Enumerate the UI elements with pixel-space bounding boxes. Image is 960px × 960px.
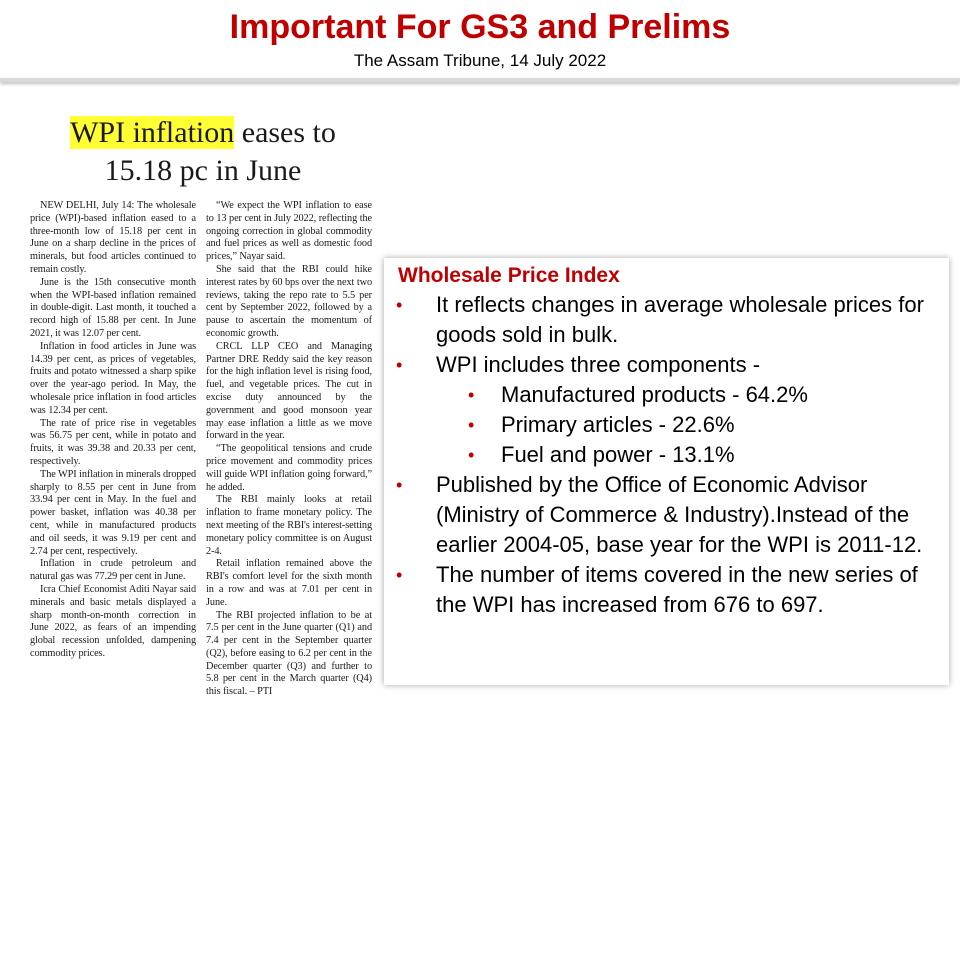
note-subtext: Fuel and power - 13.1% bbox=[501, 442, 735, 467]
article-paragraph: The RBI mainly looks at retail inflation to frame monetary policy. The next meeting of the RBI's interest-setting monetary policy committee is on August 2-4. bbox=[206, 494, 372, 557]
article-paragraph: “We expect the WPI inflation to ease to 13 per cent in July 2022, reflecting the ongoing correction in global commodity and fuel prices as well as domestic food prices,” Nayar said. bbox=[206, 200, 372, 263]
note-item bbox=[384, 350, 949, 380]
headline-highlight: WPI inflation bbox=[70, 116, 235, 149]
article-paragraph: CRCL LLP CEO and Managing Partner DRE Reddy said the key reason for the high inflation level is rising food, fuel, and vegetable prices. The cut in excise duty announced by the government and good monsoon year may ease inflation a little as we move forward in the year. bbox=[206, 340, 372, 442]
note-subitem bbox=[384, 380, 949, 410]
article-headline bbox=[28, 114, 378, 190]
note-text: The number of items covered in the new series of the WPI has increased from 676 to 697. bbox=[436, 562, 918, 617]
note-item bbox=[384, 470, 949, 560]
newspaper-clipping bbox=[28, 114, 378, 944]
article-paragraph: The rate of price rise in vegetables was 56.75 per cent, while in potato and fruits, it was 39.38 and 20.33 per cent, respectively. bbox=[30, 417, 196, 467]
header-divider bbox=[0, 78, 960, 82]
article-paragraph: June is the 15th consecutive month when the WPI-based inflation remained in double-digit. Last month, it touched a record high of 15.88 per cent. In June 2021, it was 12.07 per cent. bbox=[30, 276, 196, 339]
notes-list bbox=[384, 290, 949, 620]
article-paragraph: The RBI projected inflation to be at 7.5 per cent in the June quarter (Q1) and 7.4 per cent in the September quarter (Q2), before easing to 6.2 per cent in the December quarter (Q3) and further to 5.8 per cent in the March quarter (Q4) this fiscal. – PTI bbox=[206, 609, 372, 698]
headline-rest: eases to bbox=[234, 116, 336, 149]
bullet-icon: • bbox=[468, 385, 475, 405]
bullet-icon: • bbox=[396, 475, 403, 495]
note-item bbox=[384, 290, 949, 350]
note-subitem bbox=[384, 440, 949, 470]
bullet-icon: • bbox=[396, 355, 403, 375]
article-paragraph: The WPI inflation in minerals dropped sharply to 8.55 per cent in June from 33.94 per cent in May. In the fuel and power basket, inflation was 40.38 per cent, while in manufactured products and oil seeds, it was 9.19 per cent and 2.74 per cent, respectively. bbox=[30, 468, 196, 557]
wpi-notes-panel bbox=[384, 258, 949, 685]
note-subtext: Manufactured products - 64.2% bbox=[501, 382, 808, 407]
article-paragraph: Icra Chief Economist Aditi Nayar said minerals and basic metals displayed a sharp month-on-month correction in June 2022, as fears of an impending global recession unfolded, dampening commodity prices. bbox=[30, 583, 196, 659]
note-text: Published by the Office of Economic Advisor (Ministry of Commerce & Industry).Instead of the earlier 2004-05, base year for the WPI is 2011-12. bbox=[436, 472, 923, 557]
article-paragraph: Retail inflation remained above the RBI's comfort level for the sixth month in a row and was at 7.01 per cent in June. bbox=[206, 558, 372, 608]
article-paragraph: She said that the RBI could hike interest rates by 60 bps over the next two reviews, taking the repo rate to 5.5 per cent by September 2022, followed by a pause to ascertain the momentum of economic growth. bbox=[206, 263, 372, 339]
note-subitem bbox=[384, 410, 949, 440]
article-paragraph: Inflation in crude petroleum and natural gas was 77.29 per cent in June. bbox=[30, 558, 196, 583]
note-subtext: Primary articles - 22.6% bbox=[501, 412, 735, 437]
header-source: The Assam Tribune, 14 July 2022 bbox=[353, 51, 607, 70]
article-paragraph: NEW DELHI, July 14: The wholesale price (WPI)-based inflation eased to a three-month low of 15.18 per cent in June on a sharp decline in the prices of minerals, but food articles continued to remain costly. bbox=[30, 200, 196, 275]
bullet-icon: • bbox=[396, 295, 403, 315]
slide-header bbox=[0, 0, 960, 84]
note-text: WPI includes three components - bbox=[436, 352, 761, 377]
bullet-icon: • bbox=[468, 445, 475, 465]
article-paragraph: “The geopolitical tensions and crude price movement and commodity prices will guide WPI inflation going forward,” he added. bbox=[206, 443, 372, 493]
article-column-left bbox=[30, 200, 196, 661]
bullet-icon: • bbox=[468, 415, 475, 435]
note-text: It reflects changes in average wholesale prices for goods sold in bulk. bbox=[436, 292, 924, 347]
header-title: Important For GS3 and Prelims bbox=[229, 8, 731, 46]
headline-line-2: 15.18 pc in June bbox=[104, 154, 302, 187]
article-paragraph: Inflation in food articles in June was 14.39 per cent, as prices of vegetables, fruits and potato witnessed a sharp spike over the year-ago period. In May, the wholesale price inflation in food articles was 12.34 per cent. bbox=[30, 340, 196, 416]
article-column-right bbox=[206, 200, 372, 699]
panel-title: Wholesale Price Index bbox=[398, 264, 620, 287]
bullet-icon: • bbox=[396, 565, 403, 585]
note-item bbox=[384, 560, 949, 620]
